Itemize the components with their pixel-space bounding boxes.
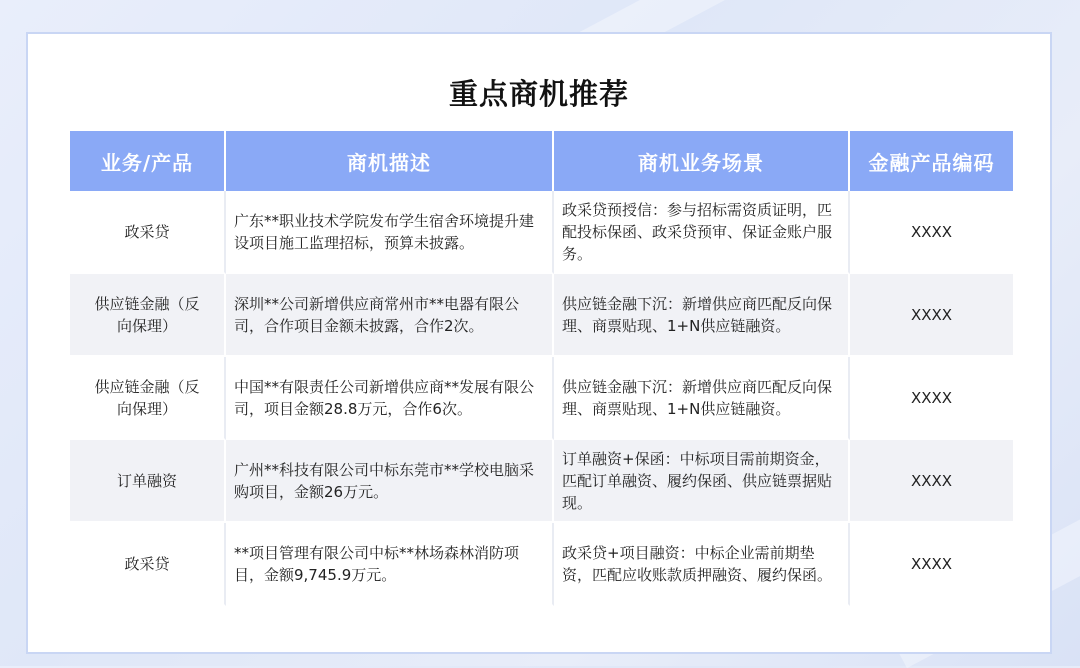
table-row — [70, 523, 1013, 606]
recommendation-card — [26, 32, 1052, 654]
table-row — [70, 357, 1013, 440]
opportunity-table — [70, 131, 1013, 606]
cell-description: 广州**科技有限公司中标东莞市**学校电脑采购项目，金额26万元。 — [226, 440, 554, 523]
cell-code: XXXX — [850, 274, 1013, 357]
table-header-row — [70, 131, 1013, 191]
table-row — [70, 440, 1013, 523]
cell-code: XXXX — [850, 357, 1013, 440]
cell-description: **项目管理有限公司中标**林场森林消防项目，金额9,745.9万元。 — [226, 523, 554, 606]
cell-scenario: 政采贷+项目融资：中标企业需前期垫资，匹配应收账款质押融资、履约保函。 — [554, 523, 850, 606]
cell-scenario: 订单融资+保函：中标项目需前期资金，匹配订单融资、履约保函、供应链票据贴现。 — [554, 440, 850, 523]
cell-scenario: 供应链金融下沉：新增供应商匹配反向保理、商票贴现、1+N供应链融资。 — [554, 357, 850, 440]
cell-code: XXXX — [850, 523, 1013, 606]
cell-product: 订单融资 — [70, 440, 226, 523]
header-code: 金融产品编码 — [850, 131, 1013, 191]
cell-description: 广东**职业技术学院发布学生宿舍环境提升建设项目施工监理招标，预算未披露。 — [226, 191, 554, 274]
header-product: 业务/产品 — [70, 131, 226, 191]
table-row — [70, 274, 1013, 357]
cell-code: XXXX — [850, 191, 1013, 274]
table-row — [70, 191, 1013, 274]
cell-code: XXXX — [850, 440, 1013, 523]
cell-product: 政采贷 — [70, 191, 226, 274]
cell-description: 深圳**公司新增供应商常州市**电器有限公司，合作项目金额未披露，合作2次。 — [226, 274, 554, 357]
header-scenario: 商机业务场景 — [554, 131, 850, 191]
page-title: 重点商机推荐 — [448, 77, 629, 111]
cell-product: 供应链金融（反向保理） — [70, 274, 226, 357]
cell-description: 中国**有限责任公司新增供应商**发展有限公司，项目金额28.8万元，合作6次。 — [226, 357, 554, 440]
cell-product: 政采贷 — [70, 523, 226, 606]
header-description: 商机描述 — [226, 131, 554, 191]
cell-scenario: 政采贷预授信：参与招标需资质证明，匹配投标保函、政采贷预审、保证金账户服务。 — [554, 191, 850, 274]
cell-product: 供应链金融（反向保理） — [70, 357, 226, 440]
cell-scenario: 供应链金融下沉：新增供应商匹配反向保理、商票贴现、1+N供应链融资。 — [554, 274, 850, 357]
